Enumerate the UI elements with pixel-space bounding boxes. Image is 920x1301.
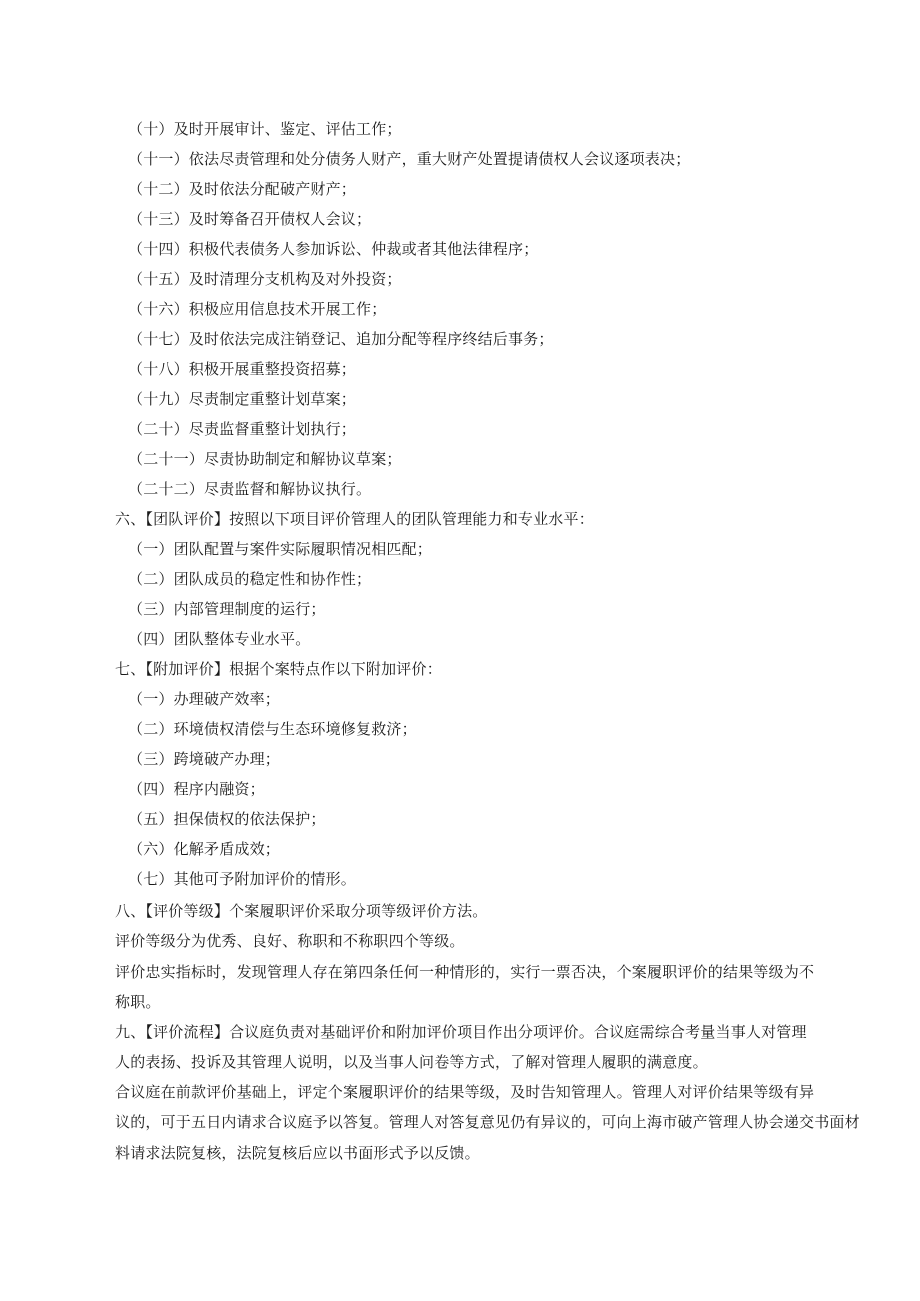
list-item: （二十一）尽责协助制定和解协议草案； <box>128 450 402 468</box>
list-item: （一）办理破产效率； <box>128 690 281 708</box>
list-item: （四）团队整体专业水平。 <box>128 630 311 648</box>
list-item: （二十二）尽责监督和解协议执行。 <box>128 480 372 498</box>
list-item: （二）团队成员的稳定性和协作性； <box>128 570 372 588</box>
list-item: （十）及时开展审计、鉴定、评估工作； <box>128 120 402 138</box>
paragraph-line: 评价忠实指标时，发现管理人存在第四条任何一种情形的，实行一票否决，个案履职评价的结果等级为不 <box>115 963 815 981</box>
list-item: （二）环境债权清偿与生态环境修复救济； <box>128 720 417 738</box>
list-item: （三）跨境破产办理； <box>128 750 281 768</box>
list-item: （四）程序内融资； <box>128 780 265 798</box>
section-heading-evaluation-process: 九、【评价流程】合议庭负责对基础评价和附加评价项目作出分项评价。合议庭需综合考量当事人对管理 <box>115 1023 807 1041</box>
list-item: （十二）及时依法分配破产财产； <box>128 180 357 198</box>
list-item: （六）化解矛盾成效； <box>128 840 281 858</box>
list-item: （三）内部管理制度的运行； <box>128 600 326 618</box>
section-heading-additional-evaluation: 七、【附加评价】根据个案特点作以下附加评价： <box>115 660 442 678</box>
list-item: （十七）及时依法完成注销登记、追加分配等程序终结后事务； <box>128 330 554 348</box>
paragraph: 评价等级分为优秀、良好、称职和不称职四个等级。 <box>115 932 465 950</box>
list-item: （十六）积极应用信息技术开展工作； <box>128 300 387 318</box>
list-item: （十四）积极代表债务人参加诉讼、仲裁或者其他法律程序； <box>128 240 539 258</box>
section-heading-evaluation-grade: 八、【评价等级】个案履职评价采取分项等级评价方法。 <box>115 902 488 920</box>
list-item: （十九）尽责制定重整计划草案； <box>128 390 357 408</box>
list-item: （十一）依法尽责管理和处分债务人财产，重大财产处置提请债权人会议逐项表决； <box>128 150 691 168</box>
list-item: （二十）尽责监督重整计划执行； <box>128 420 357 438</box>
list-item: （十八）积极开展重整投资招募； <box>128 360 357 378</box>
list-item: （一）团队配置与案件实际履职情况相匹配； <box>128 540 433 558</box>
paragraph-line: 料请求法院复核，法院复核后应以书面形式予以反馈。 <box>115 1144 480 1162</box>
paragraph-line: 合议庭在前款评价基础上，评定个案履职评价的结果等级，及时告知管理人。管理人对评价结果等级有异 <box>115 1083 815 1101</box>
paragraph-line: 人的表扬、投诉及其管理人说明，以及当事人问卷等方式，了解对管理人履职的满意度。 <box>115 1053 708 1071</box>
list-item: （十三）及时筹备召开债权人会议； <box>128 210 372 228</box>
paragraph-line: 称职。 <box>115 993 161 1011</box>
list-item: （十五）及时清理分支机构及对外投资； <box>128 270 402 288</box>
paragraph-line: 议的，可于五日内请求合议庭予以答复。管理人对答复意见仍有异议的，可向上海市破产管理人协会递交书面材 <box>115 1113 860 1131</box>
list-item: （七）其他可予附加评价的情形。 <box>128 870 357 888</box>
list-item: （五）担保债权的依法保护； <box>128 810 326 828</box>
section-heading-team-evaluation: 六、【团队评价】按照以下项目评价管理人的团队管理能力和专业水平： <box>115 510 594 528</box>
